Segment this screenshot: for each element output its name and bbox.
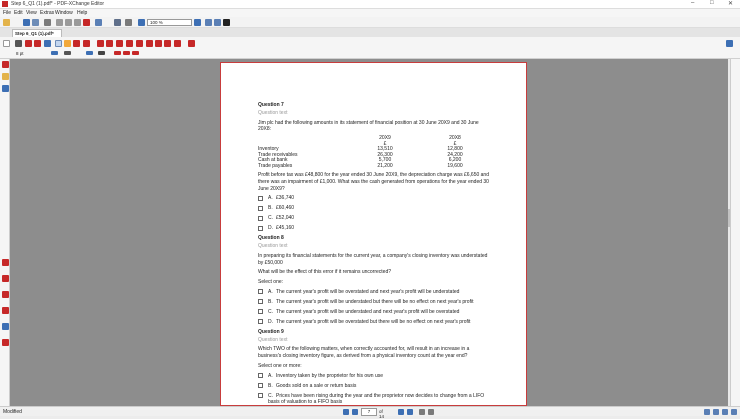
line-icon[interactable] xyxy=(97,40,104,47)
fit-page-icon[interactable] xyxy=(205,19,212,26)
text-box-icon[interactable] xyxy=(73,40,80,47)
destinations-icon[interactable] xyxy=(2,323,9,330)
zoom-tool-icon[interactable] xyxy=(44,40,51,47)
q7-body: Profit before tax was £48,800 for the year ended 30 June 20X9, the depreciation charge was £6,650 and there was an impairment of £1,000. What was the cash generated from operations for the year ended 30 June 20X9? xyxy=(258,172,489,192)
sign-icon[interactable] xyxy=(726,40,733,47)
prev-page-icon[interactable] xyxy=(352,409,358,415)
page-total: of 14 xyxy=(379,409,385,419)
answer-checkbox[interactable] xyxy=(258,373,263,378)
actual-size-icon[interactable] xyxy=(223,19,230,26)
articles-icon[interactable] xyxy=(2,339,9,346)
q9-option-b[interactable]: B. Goods sold on a sale or return basis xyxy=(258,383,490,389)
page-content xyxy=(258,100,490,406)
layers-icon[interactable] xyxy=(2,85,9,92)
continuous-facing-view-icon[interactable] xyxy=(731,409,737,415)
answer-checkbox[interactable] xyxy=(258,383,263,388)
currency-1: £ xyxy=(383,140,387,147)
q8-select-label: Select one: xyxy=(258,279,284,285)
maximize-icon[interactable]: □ xyxy=(710,0,714,6)
cloud-icon[interactable] xyxy=(146,40,153,47)
zoom-out-icon[interactable] xyxy=(138,19,145,26)
tab-bar xyxy=(0,28,740,37)
minimize-icon[interactable]: – xyxy=(691,0,695,6)
menu-bar xyxy=(0,9,740,17)
answer-checkbox[interactable] xyxy=(258,309,263,314)
continuous-view-icon[interactable] xyxy=(713,409,719,415)
row-label: Cash at bank xyxy=(258,157,288,163)
font-size-dropdown[interactable]: 8 pt xyxy=(16,51,24,56)
q7-option-c[interactable]: C. £52,040 xyxy=(258,215,490,221)
comments-panel-icon[interactable] xyxy=(2,259,9,266)
line-style-icon[interactable] xyxy=(64,51,71,55)
menu-help[interactable]: Help xyxy=(77,10,88,16)
menu-view[interactable]: View xyxy=(26,10,37,16)
q8-option-c[interactable]: C. The current year's profit will be understated and next year's profit will be overstated xyxy=(258,309,490,315)
window-title: Step 6_Q1 (1).pdf* - PDF-XChange Editor xyxy=(11,1,105,7)
answer-checkbox[interactable] xyxy=(258,226,263,231)
financial-position-table xyxy=(258,136,490,169)
q8-option-d[interactable]: D. The current year's profit will be overstated but there will be no effect on next year's profit xyxy=(258,319,490,325)
text-strike-icon[interactable] xyxy=(123,51,130,55)
paste-icon[interactable] xyxy=(74,19,81,26)
answer-checkbox[interactable] xyxy=(258,206,263,211)
row-value-2: 19,600 xyxy=(447,162,463,169)
answer-checkbox[interactable] xyxy=(258,393,263,398)
q9-option-c[interactable]: C. Prices have been rising during the year and the proprietor now decides to change from a LIFO basis of valuation to a FIFO basis xyxy=(258,393,490,405)
zoom-in-icon[interactable] xyxy=(194,19,201,26)
select-checkbox-icon[interactable] xyxy=(3,40,10,47)
row-label: Trade receivables xyxy=(258,151,298,158)
heart-shape-icon[interactable] xyxy=(188,40,195,47)
stamp-icon[interactable] xyxy=(83,40,90,47)
arrow-icon[interactable] xyxy=(106,40,113,47)
save-icon[interactable] xyxy=(23,19,30,26)
delete-icon[interactable] xyxy=(83,19,90,26)
row-value-1: 26,300 xyxy=(377,151,393,158)
comment-toolbar xyxy=(0,37,740,59)
stamp-tool-icon[interactable] xyxy=(174,40,181,47)
q7-subheading: Question text xyxy=(258,109,288,116)
attachments-icon[interactable] xyxy=(2,291,9,298)
pen-tool-icon[interactable] xyxy=(55,40,62,47)
menu-extras[interactable]: Extras xyxy=(40,10,55,16)
ellipse-icon[interactable] xyxy=(126,40,133,47)
row-label: Inventory xyxy=(258,146,279,152)
q9-subheading: Question text xyxy=(258,336,288,343)
line-color-icon[interactable] xyxy=(51,51,58,55)
next-view-icon[interactable] xyxy=(428,409,434,415)
row-value-1: 21,200 xyxy=(377,162,393,169)
status-text: Modified xyxy=(3,409,22,415)
q7-option-b[interactable]: B. £60,460 xyxy=(258,205,490,211)
q7-intro: Jim plc had the following amounts in its statement of financial position at 30 June 20X9 and 30 June 20X8: xyxy=(258,119,479,133)
pdf-page xyxy=(220,62,527,406)
answer-checkbox[interactable] xyxy=(258,216,263,221)
close-icon[interactable]: ✕ xyxy=(728,1,734,7)
q9-heading: Question 9 xyxy=(258,328,284,335)
row-value-2: 6,200 xyxy=(448,157,462,163)
bookmarks-icon[interactable] xyxy=(2,61,9,68)
first-page-icon[interactable] xyxy=(343,409,349,415)
answer-checkbox[interactable] xyxy=(258,289,263,294)
answer-checkbox[interactable] xyxy=(258,196,263,201)
q8-option-a[interactable]: A. The current year's profit will be overstated and next year's profit will be understated xyxy=(258,289,490,295)
col-year-1: 20X9 xyxy=(379,135,391,141)
document-view[interactable] xyxy=(10,59,728,406)
rectangle-icon[interactable] xyxy=(116,40,123,47)
zoom-input[interactable]: 100 % xyxy=(147,19,192,26)
highlight-icon[interactable] xyxy=(64,40,71,47)
edit-content-icon[interactable] xyxy=(25,40,32,47)
app-icon xyxy=(2,1,8,7)
table-row xyxy=(258,164,490,170)
single-page-view-icon[interactable] xyxy=(704,409,710,415)
fill-color-icon[interactable] xyxy=(86,51,93,55)
menu-file[interactable]: File xyxy=(3,10,12,16)
q8-heading: Question 8 xyxy=(258,235,284,242)
next-page-icon[interactable] xyxy=(398,409,404,415)
attach-icon[interactable] xyxy=(164,40,171,47)
link-icon[interactable] xyxy=(155,40,162,47)
row-value-2: 12,800 xyxy=(447,146,463,152)
menu-edit[interactable]: Edit xyxy=(14,10,23,16)
menu-window[interactable]: Window xyxy=(55,10,73,16)
row-label: Trade payables xyxy=(258,162,293,169)
search-panel-icon[interactable] xyxy=(2,275,9,282)
title-bar xyxy=(0,0,740,9)
row-value-2: 24,200 xyxy=(447,151,463,158)
save-as-icon[interactable] xyxy=(32,19,39,26)
main-toolbar xyxy=(0,17,740,28)
answer-checkbox[interactable] xyxy=(258,319,263,324)
hand-tool-icon[interactable] xyxy=(34,40,41,47)
text-align-icon[interactable] xyxy=(114,51,121,55)
q7-heading: Question 7 xyxy=(258,102,284,108)
undo-icon[interactable] xyxy=(95,19,102,26)
answer-checkbox[interactable] xyxy=(258,299,263,304)
q9-intro: Which TWO of the following matters, when correctly accounted for, will result in an increase in a business's closing inventory figure, as derived from a physical inventory count at the year end? xyxy=(258,346,470,359)
left-sidebar xyxy=(0,59,10,406)
q8-intro: In preparing its financial statements for the current year, a company's closing inventory was understated by £50,000 xyxy=(258,252,488,266)
text-underline-icon[interactable] xyxy=(132,51,139,55)
q7-option-a[interactable]: A. £36,740 xyxy=(258,195,490,201)
last-page-icon[interactable] xyxy=(407,409,413,415)
hand-icon[interactable] xyxy=(125,19,132,26)
row-value-1: 5,700 xyxy=(378,157,392,163)
q9-option-a[interactable]: A. Inventory taken by the proprietor for his own use xyxy=(258,373,490,379)
pointer-icon[interactable] xyxy=(15,40,22,47)
copy-icon[interactable] xyxy=(65,19,72,26)
polygon-icon[interactable] xyxy=(136,40,143,47)
thumbnails-icon[interactable] xyxy=(2,73,9,80)
q9-select-label: Select one or more: xyxy=(258,362,302,369)
font-icon[interactable] xyxy=(98,51,105,55)
find-icon[interactable] xyxy=(114,19,121,26)
tab-document[interactable]: Step 6_Q1 (1).pdf* xyxy=(12,29,62,37)
open-icon[interactable] xyxy=(3,19,10,26)
row-value-1: 13,510 xyxy=(377,146,393,152)
print-icon[interactable] xyxy=(44,19,51,26)
signatures-icon[interactable] xyxy=(2,307,9,314)
prev-view-icon[interactable] xyxy=(419,409,425,415)
facing-view-icon[interactable] xyxy=(722,409,728,415)
cut-icon[interactable] xyxy=(56,19,63,26)
col-year-2: 20X8 xyxy=(449,135,461,141)
fit-width-icon[interactable] xyxy=(214,19,221,26)
q8-question: What will be the effect of this error if it remains uncorrected? xyxy=(258,269,392,276)
q8-subheading: Question text xyxy=(258,243,288,249)
currency-2: £ xyxy=(453,140,457,147)
page-number-input[interactable]: 7 xyxy=(361,408,377,416)
right-sidebar xyxy=(730,59,740,406)
q7-option-d[interactable]: D. £45,160 xyxy=(258,225,490,231)
status-bar xyxy=(0,406,740,419)
q8-option-b[interactable]: B. The current year's profit will be understated but there will be no effect on next year's profit xyxy=(258,299,490,305)
